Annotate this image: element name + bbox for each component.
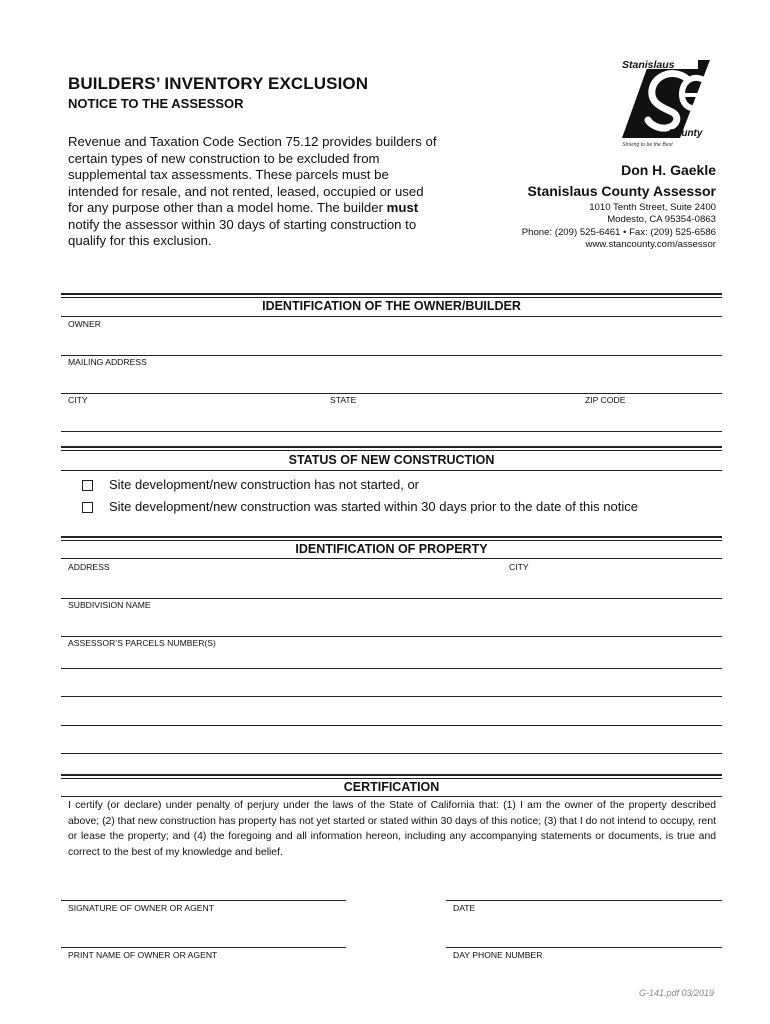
- owner-state-label: STATE: [330, 395, 357, 405]
- mailing-address-field[interactable]: [61, 370, 722, 392]
- certification-title: CERTIFICATION: [343, 780, 440, 794]
- city-state-zip-field[interactable]: [61, 408, 722, 430]
- assessor-office: Stanislaus County Assessor: [527, 183, 716, 199]
- owner-city-label: CITY: [68, 395, 88, 405]
- county-logo-mark: [620, 58, 720, 150]
- section-rule: [61, 316, 722, 317]
- section-rule: [61, 446, 722, 451]
- print-name-label: PRINT NAME OF OWNER OR AGENT: [68, 950, 218, 960]
- field-rule: [61, 696, 722, 697]
- logo-top-text: Stanislaus: [622, 59, 675, 71]
- status-option-label: Site development/new construction was started within 30 days prior to the date of this notice: [109, 499, 638, 514]
- assessor-name: Don H. Gaekle: [621, 162, 716, 178]
- property-section-title: IDENTIFICATION OF PROPERTY: [295, 542, 488, 556]
- date-label: DATE: [453, 903, 476, 913]
- assessor-contact: [522, 160, 716, 252]
- field-rule: [61, 753, 722, 754]
- property-address-field[interactable]: [61, 575, 722, 597]
- assessor-phone-fax: Phone: (209) 525-6461 • Fax: (209) 525-6586: [521, 226, 716, 238]
- parcels-field[interactable]: [61, 650, 722, 752]
- county-logo: [620, 58, 720, 150]
- intro-paragraph: [68, 134, 440, 250]
- property-address-label: ADDRESS: [68, 562, 110, 572]
- form-subtitle: NOTICE TO THE ASSESSOR: [68, 96, 244, 111]
- intro-emphasis: must: [386, 200, 419, 215]
- logo-bottom-text: County: [668, 128, 703, 139]
- assessor-website: www.stancounty.com/assessor: [585, 239, 716, 251]
- assessor-city: Modesto, CA 95354-0863: [607, 214, 716, 226]
- status-option-started[interactable]: [82, 499, 638, 514]
- field-rule: [61, 598, 722, 599]
- status-option-label: Site development/new construction has not started, or: [109, 477, 420, 492]
- owner-field[interactable]: [61, 332, 722, 354]
- field-rule: [61, 355, 722, 356]
- signature-line: [61, 900, 346, 901]
- parcels-label: ASSESSOR’S PARCELS NUMBER(S): [68, 638, 216, 648]
- checkbox[interactable]: [82, 480, 93, 491]
- form-title: BUILDERS’ INVENTORY EXCLUSION: [68, 74, 369, 93]
- subdivision-label: SUBDIVISION NAME: [68, 600, 151, 610]
- field-rule: [61, 393, 722, 394]
- section-rule: [61, 558, 722, 559]
- subdivision-field[interactable]: [61, 613, 722, 635]
- day-phone-label: DAY PHONE NUMBER: [453, 950, 543, 960]
- signature-field[interactable]: [61, 868, 346, 900]
- mailing-address-label: MAILING ADDRESS: [68, 357, 147, 367]
- checkbox[interactable]: [82, 502, 93, 513]
- property-city-label: CITY: [509, 562, 529, 572]
- field-rule: [61, 668, 722, 669]
- owner-section-title: IDENTIFICATION OF THE OWNER/BUILDER: [262, 299, 521, 313]
- section-rule: [61, 774, 722, 779]
- print-name-field[interactable]: [61, 916, 346, 947]
- section-rule: [61, 796, 722, 797]
- status-section-title: STATUS OF NEW CONSTRUCTION: [288, 453, 495, 467]
- certification-text: I certify (or declare) under penalty of perjury under the laws of the State of California that: (1) I am the owner of the property described above; (2) that new construction has property has not yet started or stated within 30 days of this notice; (3) that I do not intend to occupy, rent or lease the property; and (4) the foregoing and all information hereon, including any accompanying statements or documents, is true and correct to the best of my knowledge and belief.: [68, 800, 716, 858]
- field-rule: [61, 636, 722, 637]
- date-field[interactable]: [446, 868, 722, 900]
- section-rule: [61, 293, 722, 298]
- owner-zip-label: ZIP CODE: [585, 395, 626, 405]
- signature-label: SIGNATURE OF OWNER OR AGENT: [68, 903, 214, 913]
- day-phone-field[interactable]: [446, 916, 722, 947]
- section-rule: [61, 470, 722, 471]
- status-option-not-started[interactable]: [82, 477, 419, 492]
- field-rule: [61, 431, 722, 432]
- logo-tagline: Striving to be the Best: [622, 142, 673, 148]
- date-line: [446, 900, 722, 901]
- intro-text-end: notify the assessor within 30 days of starting construction to qualify for this exclusion.: [68, 216, 417, 248]
- owner-label: OWNER: [68, 319, 101, 329]
- field-rule: [61, 725, 722, 726]
- intro-text-start: Revenue and Taxation Code Section 75.12 provides builders of certain types of new construction to be excluded from supplemental tax assessments. These parcels must be intended for resale, and not rented, leased, occupied or used for any purpose other than a model home. The builder: [68, 134, 437, 215]
- section-rule: [61, 536, 722, 541]
- form-id: G-141.pdf 03/2019: [638, 988, 714, 998]
- phone-line: [446, 947, 722, 948]
- assessor-street: 1010 Tenth Street, Suite 2400: [589, 202, 716, 213]
- print-name-line: [61, 947, 346, 948]
